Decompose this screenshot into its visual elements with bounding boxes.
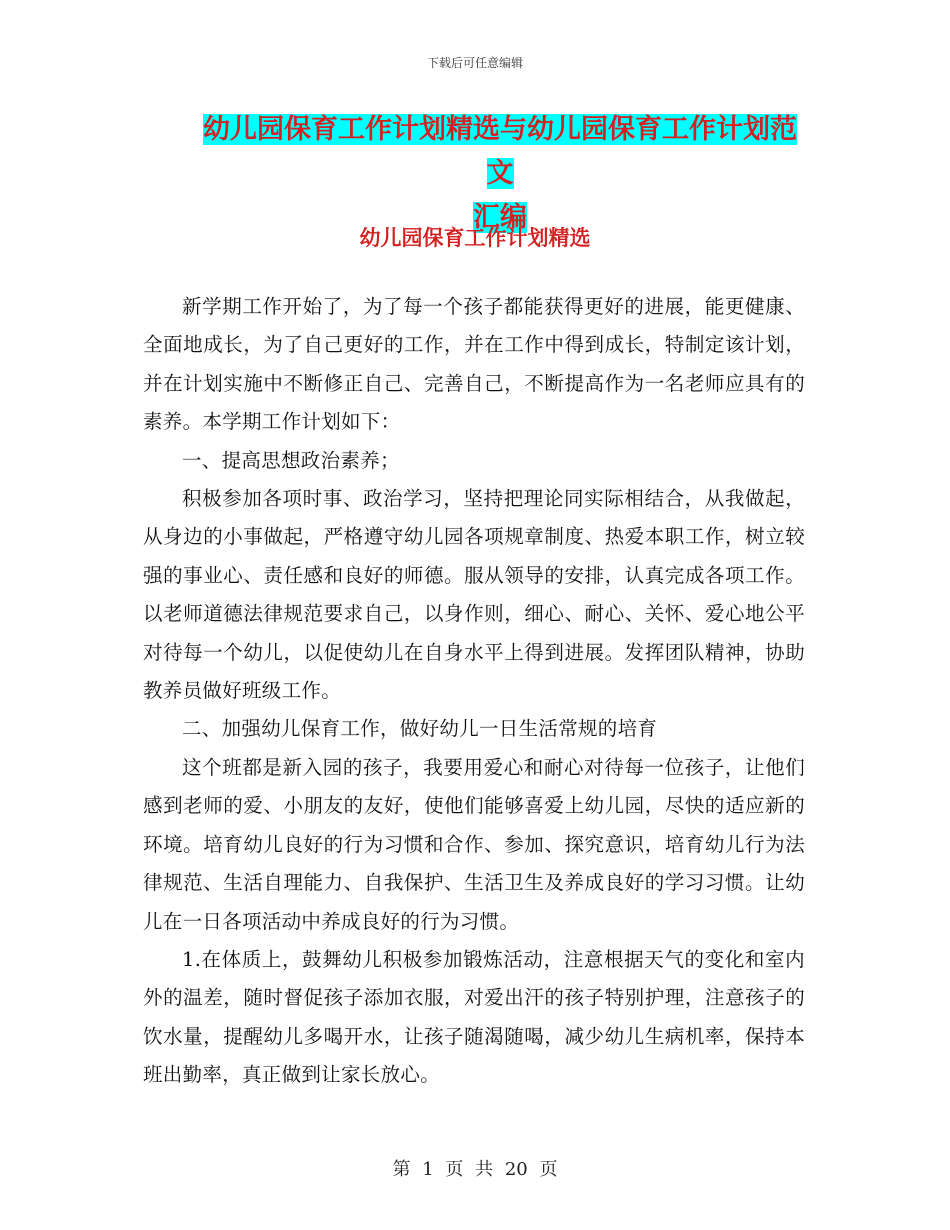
paragraph-intro: 新学期工作开始了，为了每一个孩子都能获得更好的进展，能更健康、全面地成长，为了自己更好的工作，并在工作中得到成长，特制定该计划，并在计划实施中不断修正自己、完善自己，不断提高作为一名老师应具有的素养。本学期工作计划如下： bbox=[143, 295, 805, 434]
section-title: 幼儿园保育工作计划精选 bbox=[359, 226, 591, 250]
document-title bbox=[190, 108, 810, 240]
paragraph-heading-2: 二、加强幼儿保育工作，做好幼儿一日生活常规的培育 bbox=[182, 717, 658, 741]
document-title-line-1: 幼儿园保育工作计划精选与幼儿园保育工作计划范文 bbox=[203, 114, 797, 189]
paragraph-physical: 1.在体质上，鼓舞幼儿积极参加锻炼活动，注意根据天气的变化和室内外的温差，随时督促孩子添加衣服，对爱出汗的孩子特别护理，注意孩子的饮水量，提醒幼儿多喝开水，让孩子随渴随喝，减少幼儿生病机率，保持本班出勤率，真正做到让家长放心。 bbox=[143, 947, 805, 1087]
document-title-line-2: 汇编 bbox=[473, 202, 527, 233]
header-note: 下载后可任意编辑 bbox=[426, 56, 523, 70]
paragraph-new-children: 这个班都是新入园的孩子，我要用爱心和耐心对待每一位孩子，让他们感到老师的爱、小朋友的友好，使他们能够喜爱上幼儿园，尽快的适应新的环境。培育幼儿良好的行为习惯和合作、参加、探究意识，培育幼儿行为法律规范、生活自理能力、自我保护、生活卫生及养成良好的学习习惯。让幼儿在一日各项活动中养成良好的行为习惯。 bbox=[143, 755, 805, 933]
paragraph-political: 积极参加各项时事、政治学习，坚持把理论同实际相结合，从我做起，从身边的小事做起，严格遵守幼儿园各项规章制度、热爱本职工作，树立较强的事业心、责任感和良好的师德。服从领导的安排，认真完成各项工作。以老师道德法律规范要求自己，以身作则，细心、耐心、关怀、爱心地公平对待每一个幼儿，以促使幼儿在自身水平上得到进展。发挥团队精神，协助教养员做好班级工作。 bbox=[143, 487, 805, 703]
body-text bbox=[143, 288, 805, 1095]
paragraph-heading-1: 一、提高思想政治素养； bbox=[182, 448, 400, 472]
page-number: 第 1 页 共 20 页 bbox=[392, 1159, 558, 1180]
